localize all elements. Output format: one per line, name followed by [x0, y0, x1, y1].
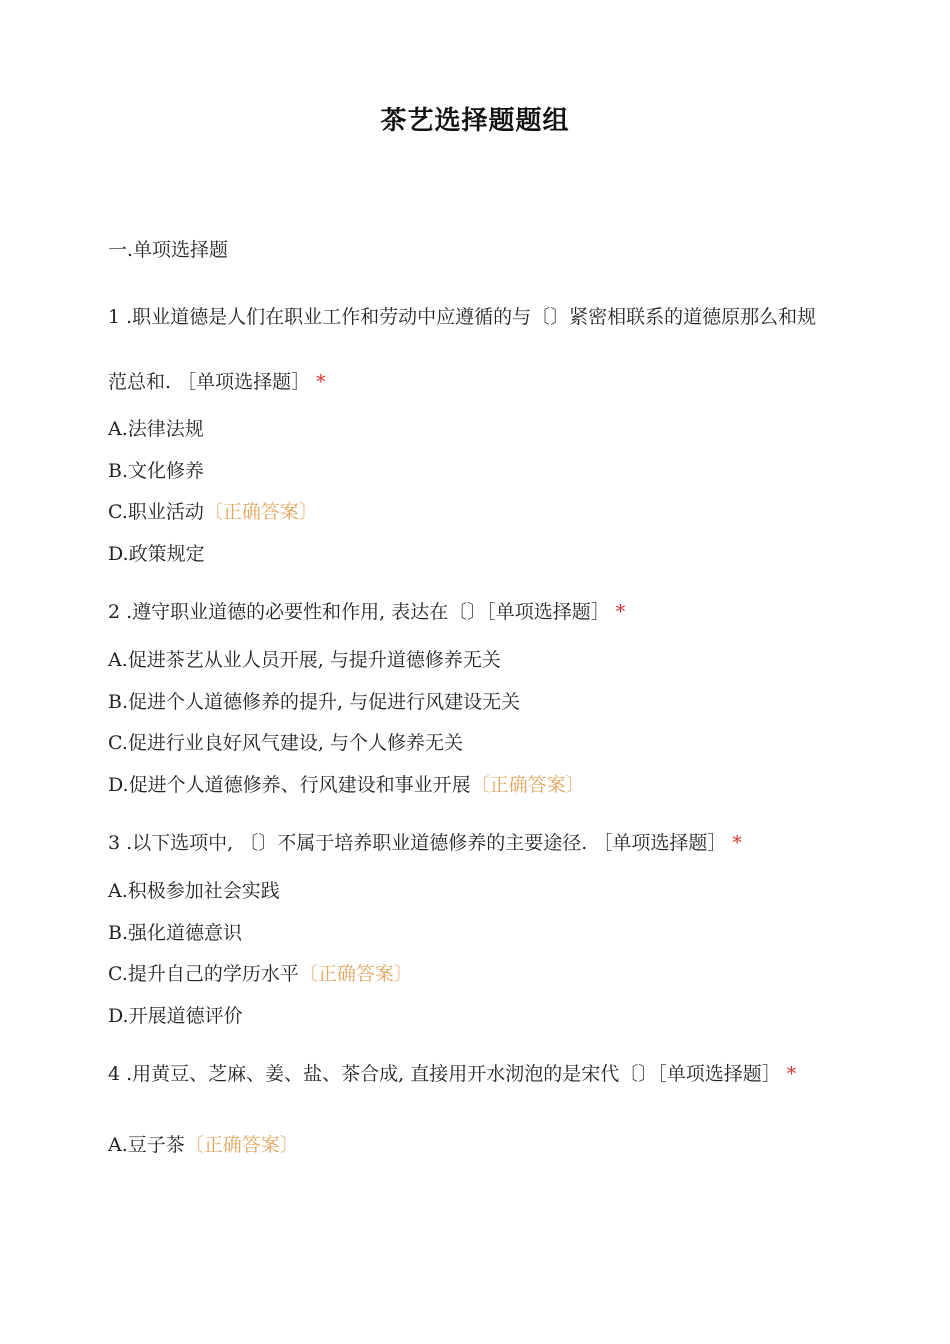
document-title: 茶艺选择题题组	[380, 106, 570, 136]
question-1-text	[108, 305, 838, 330]
question-4-text	[108, 1062, 838, 1087]
option-label: A.豆子茶	[108, 1134, 185, 1156]
question-2-option-d	[108, 773, 585, 798]
required-marker: *	[732, 832, 742, 854]
section-heading: 一.单项选择题	[108, 239, 229, 261]
question-1-text-line1: 1 .职业道德是人们在职业工作和劳动中应遵循的与〔〕紧密相联系的道德原那么和规	[108, 306, 817, 328]
option-label: D.促进个人道德修养、行风建设和事业开展	[108, 774, 471, 796]
required-marker: *	[615, 601, 626, 623]
correct-answer-tag: 〔正确答案〕	[470, 774, 585, 796]
question-2-text-line1: 2 .遵守职业道德的必要性和作用, 表达在〔〕［单项选择题］	[108, 601, 610, 623]
correct-answer-tag: 〔正确答案〕	[184, 1134, 299, 1156]
question-1-option-c	[108, 500, 318, 525]
question-3-text-line1: 3 .以下选项中, 〔〕不属于培养职业道德修养的主要途径. ［单项选择题］	[108, 832, 727, 854]
option-label: C.职业活动	[108, 501, 204, 523]
option-label: C.提升自己的学历水平	[108, 963, 299, 985]
question-2-option-b: B.促进个人道德修养的提升, 与促进行风建设无关	[108, 691, 521, 713]
required-marker: *	[786, 1063, 797, 1085]
correct-answer-tag: 〔正确答案〕	[203, 501, 318, 523]
question-3-option-c	[108, 962, 413, 987]
question-3-option-b: B.强化道德意识	[108, 922, 243, 944]
question-1-option-d: D.政策规定	[108, 543, 205, 565]
correct-answer-tag: 〔正确答案〕	[298, 963, 413, 985]
question-2-option-a: A.促进茶艺从业人员开展, 与提升道德修养无关	[108, 649, 501, 671]
question-2-text	[108, 600, 625, 625]
question-1-option-a: A.法律法规	[108, 418, 204, 440]
question-4-option-a	[108, 1133, 299, 1158]
question-3-option-d: D.开展道德评价	[108, 1005, 243, 1027]
required-marker: *	[316, 371, 326, 393]
question-3-option-a: A.积极参加社会实践	[108, 880, 280, 902]
question-4-text-line1: 4 .用黄豆、芝麻、姜、盐、茶合成, 直接用开水沏泡的是宋代〔〕［单项选择题］	[108, 1063, 781, 1085]
question-1-option-b: B.文化修养	[108, 460, 205, 482]
question-3-text	[108, 831, 742, 856]
question-2-option-c: C.促进行业良好风气建设, 与个人修养无关	[108, 732, 463, 754]
question-1-text-continued	[108, 370, 326, 395]
question-1-text-line2: 范总和. ［单项选择题］	[108, 371, 311, 393]
